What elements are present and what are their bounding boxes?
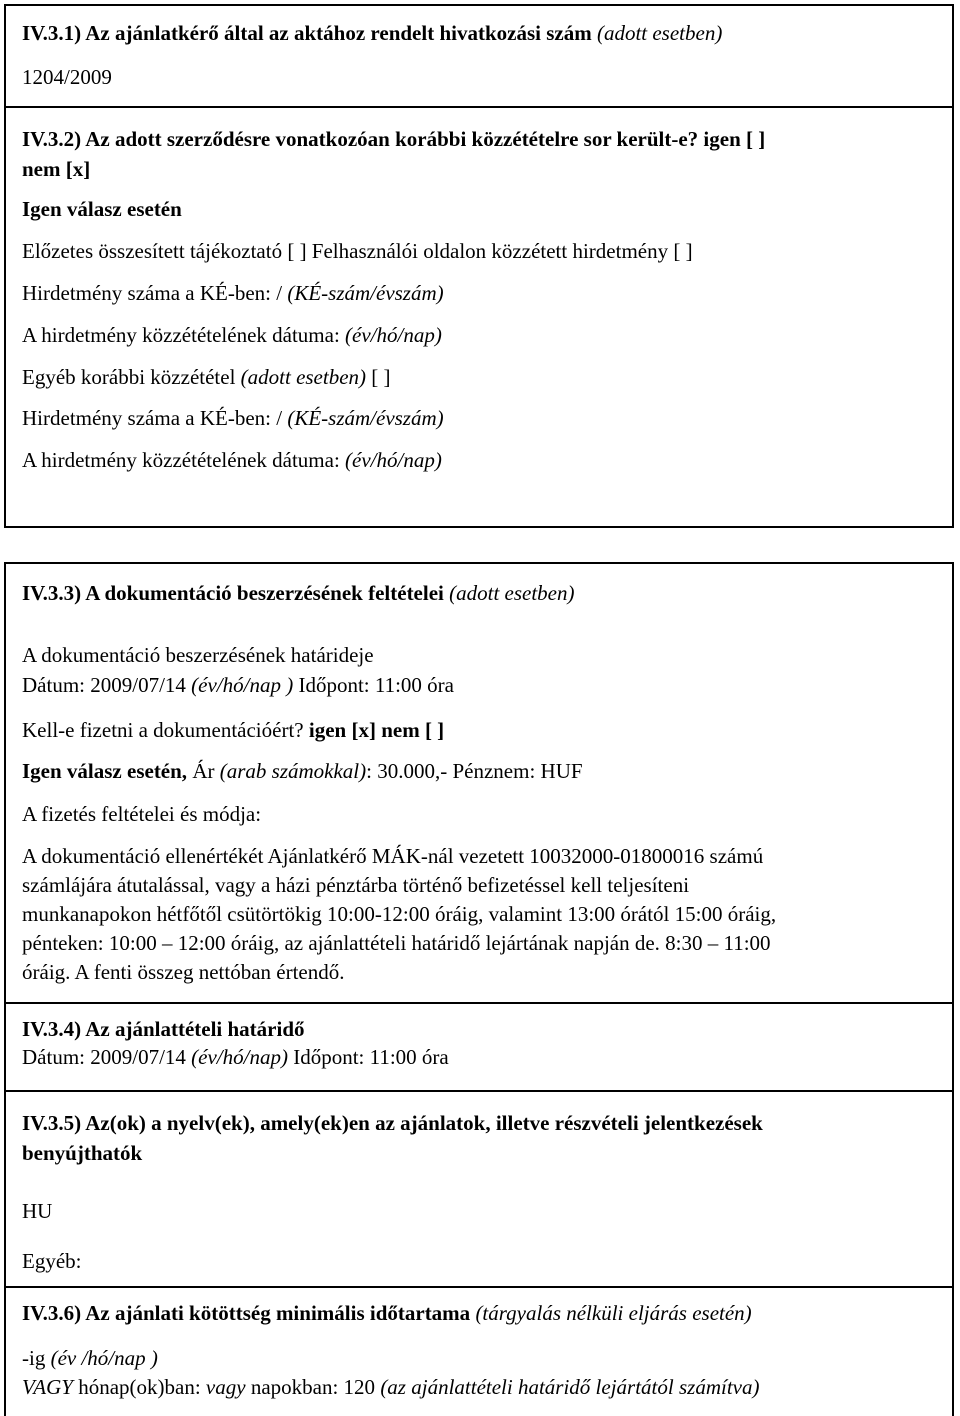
section-iv-3-6-heading: IV.3.6) Az ajánlati kötöttség minimális időtartama (tárgyalás nélküli eljárás esetén) (22, 1301, 752, 1325)
hirdetmeny-szama-1: Hirdetmény száma a KÉ-ben: / (KÉ-szám/évszám) (22, 281, 444, 305)
kozzetetel-datuma-1: A hirdetmény közzétételének dátuma: (év/hó/nap) (22, 323, 442, 347)
section-iv-3-2 (4, 106, 954, 528)
section-iv-3-5 (4, 1090, 954, 1288)
fizetes-feltetelei-label: A fizetés feltételei és módja: (22, 802, 262, 826)
language-value: HU (22, 1199, 53, 1223)
dokumentacio-hatarido-label: A dokumentáció beszerzésének határideje (22, 643, 374, 667)
ig-line: -ig (év /hó/nap ) (22, 1346, 158, 1370)
section-iv-3-1-heading: IV.3.1) Az ajánlatkérő által az aktához rendelt hivatkozási szám (adott esetben) (22, 21, 723, 45)
egyeb-language: Egyéb: (22, 1249, 82, 1273)
dokumentacio-datum: Dátum: 2009/07/14 (év/hó/nap ) Időpont: 11:00 óra (22, 673, 454, 697)
paragraph-line: A dokumentáció ellenértékét Ajánlatkérő MÁK-nál vezetett 10032000-01800016 számú (22, 844, 764, 868)
section-iv-3-4-heading: IV.3.4) Az ajánlattételi határidő (22, 1017, 305, 1041)
reference-number: 1204/2009 (22, 65, 112, 89)
section-iv-3-4 (4, 1002, 954, 1092)
section-iv-3-5-heading: IV.3.5) Az(ok) a nyelv(ek), amely(ek)en az ajánlatok, illetve részvételi jelentkezések (22, 1111, 763, 1135)
paragraph-line: számlájára átutalással, vagy a házi pénztárba történő befizetéssel kell teljesíteni (22, 873, 690, 897)
kozzetetel-datuma-2: A hirdetmény közzétételének dátuma: (év/hó/nap) (22, 448, 442, 472)
vagy-line: VAGY hónap(ok)ban: vagy napokban: 120 (az ajánlattételi határidő lejártától számítva) (22, 1375, 760, 1399)
section-iv-3-3 (4, 562, 954, 1004)
nem-option: nem [x] (22, 157, 91, 181)
elozetes-line: Előzetes összesített tájékoztató [ ] Felhasználói oldalon közzétett hirdetmény [ ] (22, 239, 693, 263)
egyeb-korabbi-kozzetetel: Egyéb korábbi közzététel (adott esetben) [ ] (22, 365, 391, 389)
paragraph-line: pénteken: 10:00 – 12:00 óráig, az ajánlattételi határidő lejártának napján de. 8:30 – 11:00 (22, 931, 771, 955)
igen-valasz-label: Igen válasz esetén (22, 197, 182, 221)
hirdetmeny-szama-2: Hirdetmény száma a KÉ-ben: / (KÉ-szám/évszám) (22, 406, 444, 430)
section-iv-3-6 (4, 1286, 954, 1416)
paragraph-line: munkanapokon hétfőtől csütörtökig 10:00-12:00 óráig, valamint 13:00 órától 15:00 óráig, (22, 902, 777, 926)
ajanlattetel-datum: Dátum: 2009/07/14 (év/hó/nap) Időpont: 11:00 óra (22, 1045, 449, 1069)
ar-line: Igen válasz esetén, Ár (arab számokkal): 30.000,- Pénznem: HUF (22, 759, 583, 783)
section-iv-3-1 (4, 4, 954, 108)
section-iv-3-3-heading: IV.3.3) A dokumentáció beszerzésének feltételei (adott esetben) (22, 581, 575, 605)
paragraph-line: óráig. A fenti összeg nettóban értendő. (22, 960, 345, 984)
section-iv-3-5-heading-cont: benyújthatók (22, 1141, 143, 1165)
section-iv-3-2-heading: IV.3.2) Az adott szerződésre vonatkozóan korábbi közzétételre sor került-e? igen [ ] (22, 127, 766, 151)
kell-fizetni: Kell-e fizetni a dokumentációért? igen [x] nem [ ] (22, 718, 445, 742)
